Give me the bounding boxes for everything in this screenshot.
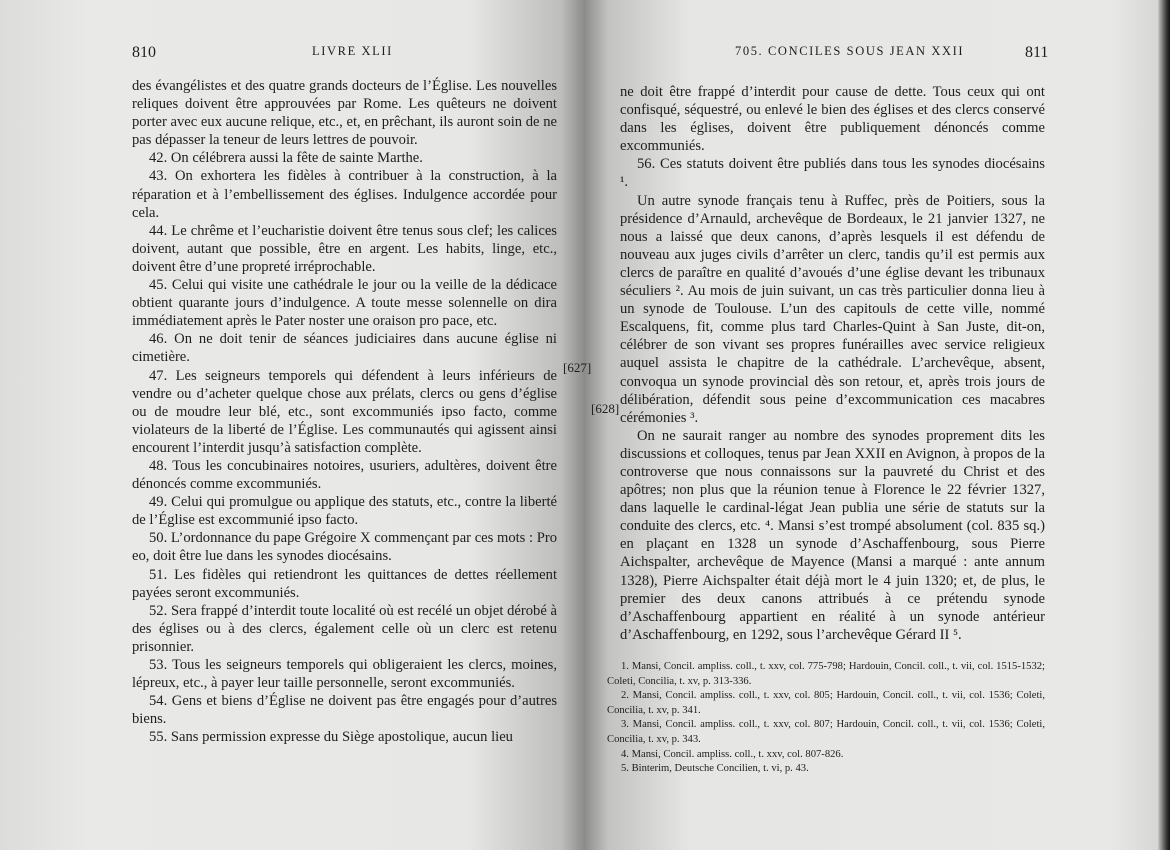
paragraph: des évangélistes et des quatre grands docteurs de l’Église. Les nouvelles reliques doivent être approuvées par Rome. Les quêteurs ne doivent porter avec eux aucune relique, etc., et, en prêchant, ils auront soin de ne pas dépasser la teneur de leurs lettres de pouvoir.: [132, 78, 557, 149]
margin-marker: [628]: [591, 401, 620, 416]
paragraph: 56. Ces statuts doivent être publiés dans tous les synodes diocésains ¹.: [620, 156, 1045, 191]
paragraph: 43. On exhortera les fidèles à contribuer à la construction, à la réparation et à l’embellissement des églises. Indulgence accordée pour cela.: [132, 168, 557, 221]
paragraph: Un autre synode français tenu à Ruffec, près de Poitiers, sous la présidence d’Arnauld, archevêque de Bordeaux, le 21 janvier 1327, ne nous a laissé que deux canons, d’après lesquels il est défendu de nouveau aux juges civils d’arrêter un clerc, tandis qu’il est permis aux clercs de paraître en qualité d’avoués d’une église devant les tribunaux séculiers ². Au mois de juin suivant, un cas très particulier donna lieu à un synode de Toulouse. L’un des capitouls de cette ville, nommé Escalquens, fit, comme plus tard Charles-Quint à San Juste, dit-on, célébrer de son vivant ses propres funérailles avec service religieux auquel assista le chapitre de la cathédrale. L’archevêque, absent, convoqua un synode provincial dès son retour, et, après trois jours de délibération, défendit sous peine d’excommunication ces macabres cérémonies ³.: [620, 192, 1045, 426]
footnote: 1. Mansi, Concil. ampliss. coll., t. xxv, col. 775-798; Hardouin, Concil. coll., t. vii, col. 1515-1532; Coleti, Concilia, t. xv, p. 313-336.: [607, 661, 1045, 687]
right-page-body: [620, 83, 1045, 644]
footnote: 2. Mansi, Concil. ampliss. coll., t. xxv, col. 805; Hardouin, Concil. coll., t. vii, col. 1536; Coleti, Concilia, t. xv, p. 341.: [607, 690, 1045, 716]
paragraph: 53. Tous les seigneurs temporels qui obligeraient les clercs, moines, lépreux, etc., à payer leur taille personnelle, seront excommuniés.: [132, 657, 557, 692]
page-edge-shadow: [1158, 0, 1170, 850]
paragraph: 55. Sans permission expresse du Siège apostolique, aucun lieu: [149, 729, 513, 746]
right-running-header: 705. CONCILES SOUS JEAN XXII: [735, 44, 965, 58]
footnote: 4. Mansi, Concil. ampliss. coll., t. xxv, col. 807-826.: [621, 748, 844, 760]
margin-marker: [627]: [563, 360, 592, 375]
paragraph: 54. Gens et biens d’Église ne doivent pas être engagés pour d’autres biens.: [132, 693, 557, 728]
paragraph: 48. Tous les concubinaires notoires, usuriers, adultères, doivent être dénoncés comme excommuniés.: [132, 457, 557, 493]
paragraph: On ne saurait ranger au nombre des synodes proprement dits les discussions et colloques, tenus par Jean XXII en Avignon, à propos de la controverse que nous connaissons sur la pauvreté du Christ et des apôtres; non plus que la réunion tenue à Florence le 22 février 1327, dans laquelle le cardinal-légat Jean publia une série de statuts sur la conduite des clercs, etc. ⁴. Mansi s’est trompé absolument (col. 835 sq.) en plaçant en 1328 un synode d’Aschaffenbourg, sous Pierre Aichspalter, archevêque de Mayence (Mansi a marqué : ante annum 1328), Pierre Aichspalter était déjà mort le 4 juin 1320; et, de plus, le premier des deux canons attribués à ce prétendu synode d’Aschaffenbourg appartient en réalité à un synode antérieur d’Aschaffenbourg, en 1292, sous l’archevêque Gérard II ⁵.: [620, 427, 1045, 643]
paragraph: 52. Sera frappé d’interdit toute localité où est recélé un objet dérobé à des églises ou à des clercs, également celle où un clerc est retenu prisonnier.: [132, 602, 557, 655]
footnote: 3. Mansi, Concil. ampliss. coll., t. xxv, col. 807; Hardouin, Concil. coll., t. vii, col. 1536; Coleti, Concilia, t. xv, p. 343.: [607, 719, 1045, 745]
paragraph: 44. Le chrême et l’eucharistie doivent être tenus sous clef; les calices doivent, autant que possible, être en argent. Les habits, linge, etc., doivent être d’une propreté irréprochable.: [132, 222, 557, 275]
paragraph: 50. L’ordonnance du pape Grégoire X commençant par ces mots : Pro eo, doit être lue dans les synodes diocésains.: [132, 530, 557, 565]
paragraph: 51. Les fidèles qui retiendront les quittances de dettes réellement payées seront excommuniés.: [132, 566, 557, 601]
paragraph: 45. Celui qui visite une cathédrale le jour ou la veille de la dédicace obtient quarante jours d’indulgence. A toute messe solennelle on dira immédiatement après le Pater noster une oraison pro pace, etc.: [132, 277, 557, 330]
footnote: 5. Binterim, Deutsche Concilien, t. vi, p. 43.: [621, 763, 809, 775]
paragraph: ne doit être frappé d’interdit pour cause de dette. Tous ceux qui ont confisqué, séquestré, ou enlevé le bien des églises et des clercs conservé dans les églises, doivent être publiquement dénoncés comme excommuniés.: [620, 84, 1045, 155]
left-page-number: 810: [132, 44, 156, 61]
right-page: [563, 0, 1170, 850]
paragraph: 49. Celui qui promulgue ou applique des statuts, etc., contre la liberté de l’Église est excommunié ipso facto.: [132, 494, 557, 529]
paragraph: 42. On célébrera aussi la fête de sainte Marthe.: [149, 150, 423, 167]
footnotes: [607, 660, 1045, 777]
right-page-number: 811: [1025, 44, 1049, 61]
paragraph: 47. Les seigneurs temporels qui défendent à leurs inférieurs de vendre ou d’acheter quelque chose aux prélats, clercs ou gens d’église ou de moudre leur blé, etc., sont excommuniés ipso facto, comme violateurs de la liberté de l’Église. Les communautés qui agissent ainsi encourent l’interdit jusqu’à satisfaction complète.: [132, 367, 557, 456]
paragraph: 46. On ne doit tenir de séances judiciaires dans aucune église ni cimetière.: [132, 331, 557, 366]
left-page-body: [132, 77, 557, 746]
left-running-header: LIVRE XLII: [312, 44, 393, 58]
